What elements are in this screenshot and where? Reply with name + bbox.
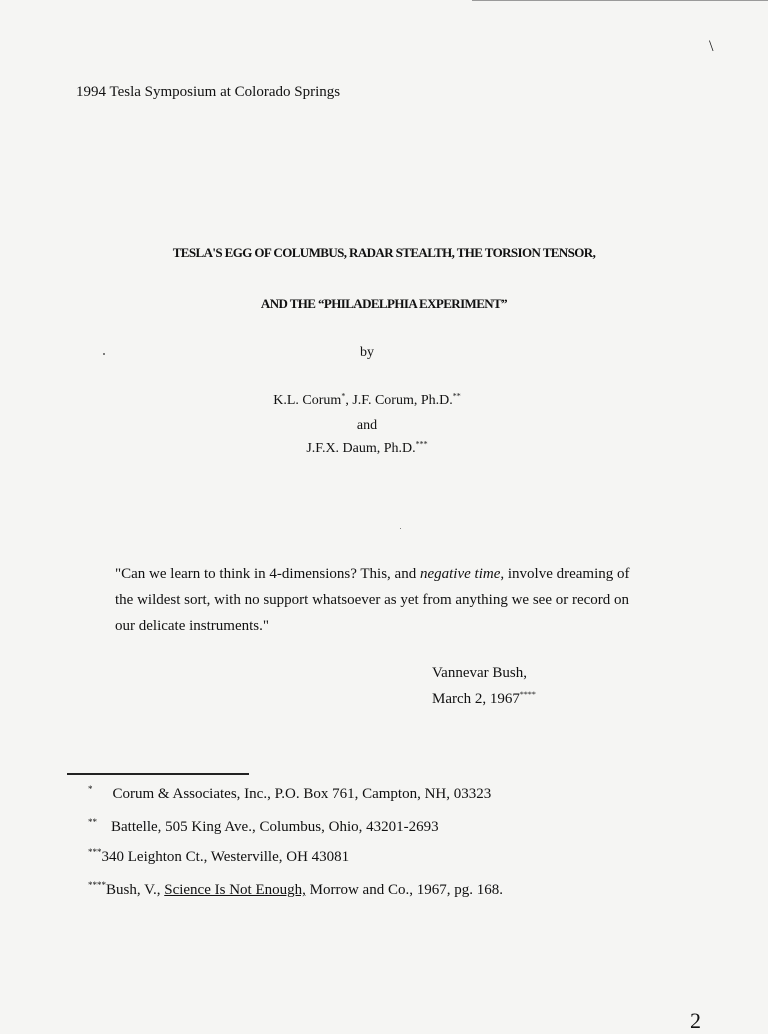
footnote-mark: **** [88,880,106,890]
authors-line-1 [0,393,734,409]
page-number: 2 [690,1008,701,1033]
footnote-3 [88,849,349,866]
quote-line-1 [115,561,635,587]
author-1-mark: * [341,391,346,401]
author-2-mark: ** [452,391,461,401]
conference-header: 1994 Tesla Symposium at Colorado Springs [76,84,341,100]
epigraph-quote [115,561,635,639]
scan-speck [103,353,105,355]
attribution-date-line [432,686,536,712]
quote-emphasis: negative time [419,566,501,582]
scan-edge-line [472,0,768,1]
authors-line-2 [0,441,734,457]
author-1: K.L. Corum [273,393,342,408]
author-2: , J.F. Corum, Ph.D. [345,393,453,408]
footnote-text: Battelle, 505 King Ave., Columbus, Ohio, 43201-2693 [111,819,439,835]
attribution-name: Vannevar Bush, [432,665,527,681]
footnote-rule [67,773,249,775]
footnote-1 [88,786,491,803]
quote-attribution [432,660,536,712]
quote-text: "Can we learn to think in 4-dimensions? This, and [115,566,420,582]
byline-and: and [356,418,378,433]
title-line-1: TESLA'S EGG OF COLUMBUS, RADAR STEALTH, THE TORSION TENSOR, [172,245,596,260]
author-3: J.F.X. Daum, Ph.D. [306,441,416,456]
footnote-mark: ** [88,817,97,827]
footnote-mark: * [88,784,93,794]
footnote-text: 340 Leighton Ct., Westerville, OH 43081 [101,849,350,865]
scan-speck [400,528,401,529]
attribution-date: March 2, 1967 [432,691,520,707]
quote-text: , involve dreaming of [500,566,630,582]
footnote-text: Corum & Associates, Inc., P.O. Box 761, Campton, NH, 03323 [112,786,492,802]
corner-mark: \ [709,38,714,55]
title-line-2: AND THE “PHILADELPHIA EXPERIMENT” [260,296,508,311]
attribution-mark: **** [519,690,536,699]
quote-line-3: our delicate instruments." [115,618,269,634]
quote-line-2: the wildest sort, with no support whatsoever as yet from anything we see or record on [115,592,630,608]
author-3-mark: *** [415,439,428,449]
byline-by: by [360,345,374,360]
footnote-2 [88,819,439,836]
footnote-text: Bush, V., [106,882,165,898]
footnote-4 [88,882,503,899]
footnote-mark: *** [88,847,102,857]
book-title: Science Is Not Enough, [164,882,306,898]
footnote-text: Morrow and Co., 1967, pg. 168. [305,882,503,898]
